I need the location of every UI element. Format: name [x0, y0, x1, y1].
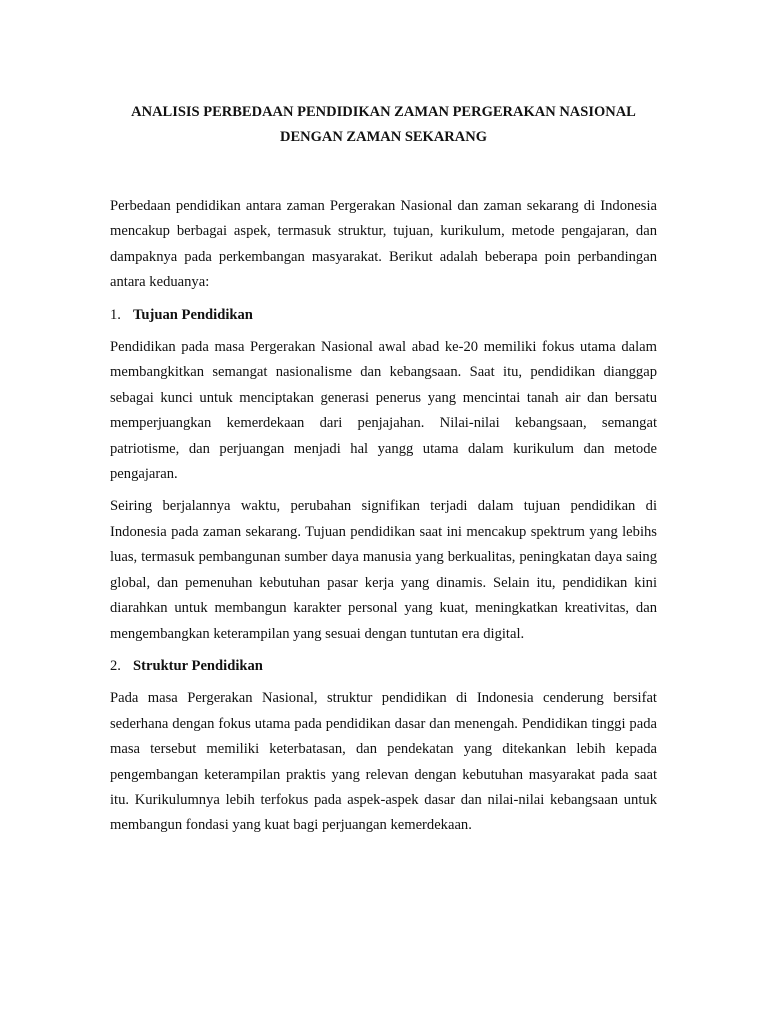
section-title: Tujuan Pendidikan	[133, 306, 253, 323]
section-number: 1.	[110, 306, 121, 323]
section-2-paragraph-1: Pada masa Pergerakan Nasional, struktur pendidikan di Indonesia cenderung bersifat sederhana dengan fokus utama pada pendidikan dasar dan menengah. Pendidikan tinggi pada masa tersebut memiliki keterbatasan, dan pendekatan yang ditekankan lebih kepada pengembangan keterampilan praktis yang relevan dengan kebutuhan masyarakat pada saat itu. Kurikulumnya lebih terfokus pada aspek-aspek dasar dan nilai-nilai kebangsaan untuk membangun fondasi yang kuat bagi perjuangan kemerdekaan.	[110, 690, 657, 834]
title-line-1: ANALISIS PERBEDAAN PENDIDIKAN ZAMAN PERGERAKAN NASIONAL	[131, 104, 636, 120]
section-number: 2.	[110, 657, 121, 674]
title-line-2: DENGAN ZAMAN SEKARANG	[279, 129, 488, 145]
section-1-paragraph-1: Pendidikan pada masa Pergerakan Nasional awal abad ke-20 memiliki fokus utama dalam membangkitkan semangat nasionalisme dan kebangsaan. Saat itu, pendidikan dianggap sebagai kunci untuk menciptakan generasi penerus yang mencintai tanah air dan bersatu memperjuangkan kemerdekaan dari penjajahan. Nilai-nilai kebangsaan, semangat patriotisme, dan perjuangan menjadi hal yangg utama dalam kurikulum dan metode pengajaran.	[110, 339, 657, 483]
section-title: Struktur Pendidikan	[133, 657, 263, 674]
section-heading-1	[110, 303, 657, 328]
section-heading-2	[110, 654, 657, 679]
document-page	[110, 0, 657, 1024]
document-title	[110, 100, 657, 150]
intro-paragraph: Perbedaan pendidikan antara zaman Pergerakan Nasional dan zaman sekarang di Indonesia mencakup berbagai aspek, termasuk struktur, tujuan, kurikulum, metode pengajaran, dan dampaknya pada perkembangan masyarakat. Berikut adalah beberapa poin perbandingan antara keduanya:	[110, 198, 657, 291]
document-body	[110, 194, 657, 846]
section-1-paragraph-2: Seiring berjalannya waktu, perubahan signifikan terjadi dalam tujuan pendidikan di Indonesia pada zaman sekarang. Tujuan pendidikan saat ini mencakup spektrum yang lebihs luas, termasuk pembangunan sumber daya manusia yang berkualitas, peningkatan daya saing global, dan pemenuhan kebutuhan pasar kerja yang dinamis. Selain itu, pendidikan kini diarahkan untuk membangun karakter personal yang kuat, meningkatkan kreativitas, dan mengembangkan keterampilan yang sesuai dengan tuntutan era digital.	[110, 498, 657, 642]
